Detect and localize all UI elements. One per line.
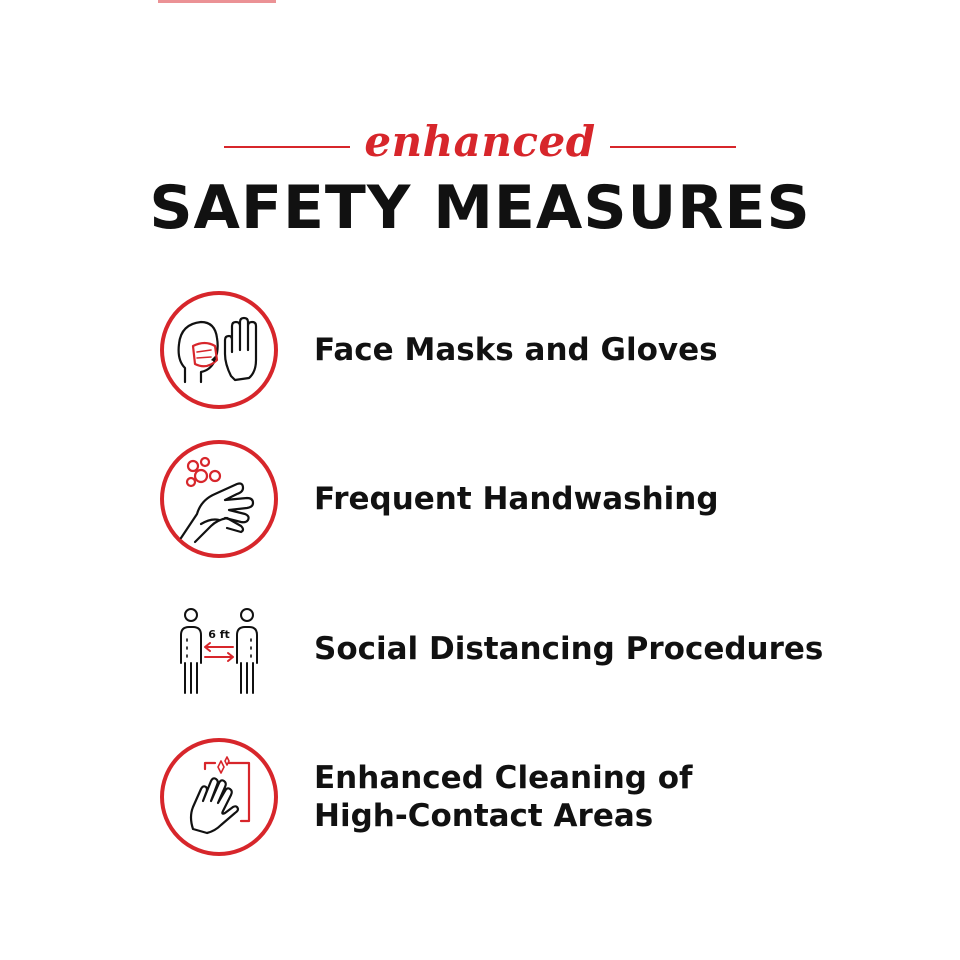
page-title: SAFETY MEASURES [149, 173, 811, 243]
handwashing-icon [171, 454, 267, 544]
right-rule [610, 146, 736, 148]
left-rule [224, 146, 350, 148]
measure-label [314, 630, 823, 668]
measure-label-line: Social Distancing Procedures [314, 631, 824, 667]
measure-label [314, 331, 718, 369]
measure-item-masks [160, 291, 718, 409]
measure-item-handwashing [160, 440, 719, 558]
measure-label-line: Enhanced Cleaning of [314, 760, 693, 796]
measure-badge [160, 738, 278, 856]
measure-badge [160, 590, 278, 708]
measure-item-distancing [160, 590, 823, 708]
measure-badge [160, 440, 278, 558]
measure-item-cleaning [160, 738, 693, 856]
kicker-text: enhanced [364, 117, 596, 166]
measure-label-line: High-Contact Areas [314, 798, 654, 834]
top-accent-bar [158, 0, 276, 3]
cleaning-hand-icon [171, 749, 267, 845]
measure-label [314, 480, 719, 518]
measure-badge [160, 291, 278, 409]
header [0, 110, 960, 243]
social-distancing-icon [169, 601, 269, 697]
distance-label: 6 ft [208, 628, 230, 641]
measure-label-line: Face Masks and Gloves [314, 332, 718, 368]
measure-label [314, 759, 693, 835]
measure-label-line: Frequent Handwashing [314, 481, 719, 517]
face-mask-and-glove-icon [171, 310, 267, 390]
kicker-row [0, 110, 960, 174]
